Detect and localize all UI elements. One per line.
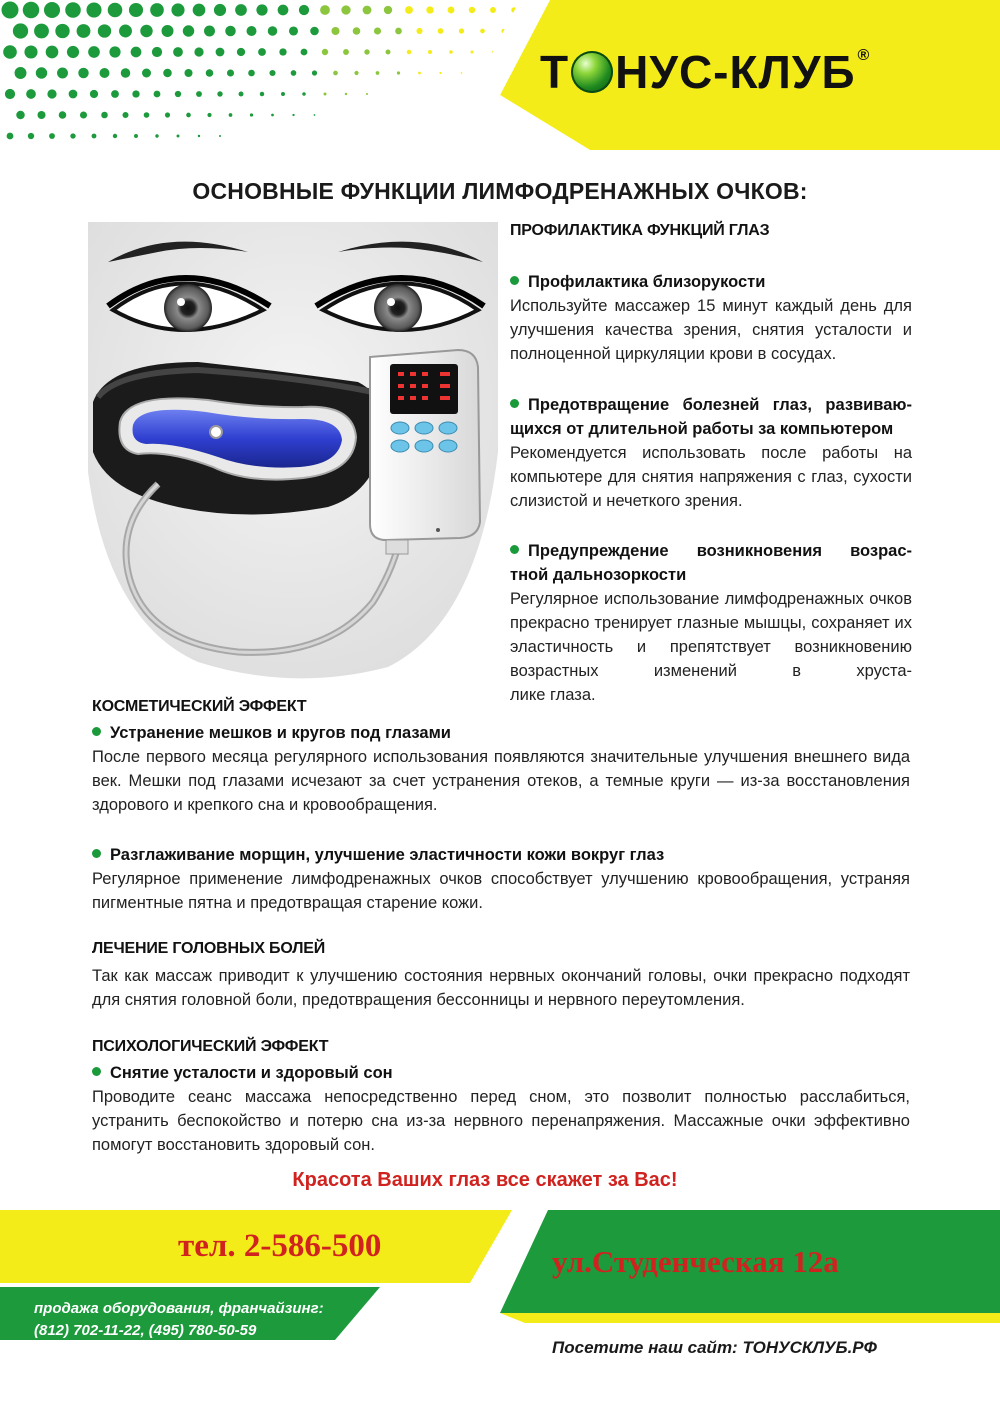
- halftone-dot: [155, 134, 158, 137]
- halftone-dot: [44, 2, 60, 18]
- halftone-dot: [184, 69, 192, 77]
- halftone-dot: [88, 46, 100, 58]
- halftone-dot: [183, 25, 194, 36]
- halftone-dot: [77, 24, 91, 38]
- sales-line-1: продажа оборудования, франчайзинг:: [34, 1300, 324, 1317]
- halftone-dot: [90, 90, 98, 98]
- halftone-dot: [98, 24, 111, 37]
- item-title-line2: щихся от длительной работы за компьютером: [510, 420, 894, 438]
- halftone-dot: [333, 71, 338, 76]
- halftone-dot: [171, 3, 184, 16]
- halftone-dot: [322, 49, 328, 55]
- slogan: Красота Ваших глаз все скажет за Вас!: [292, 1169, 678, 1191]
- halftone-dot: [92, 134, 97, 139]
- halftone-dot: [206, 69, 214, 77]
- halftone-dot: [55, 24, 69, 38]
- halftone-dot: [428, 50, 432, 54]
- cosmetic-item-1-title: [92, 721, 451, 745]
- halftone-dot: [121, 68, 130, 77]
- cosmetic-item-1-text: После первого месяца регулярного использования появляются значительные улучшения внешнего вида век. Мешки под глазами исчезают за счет устранения отеков, а темные круги — из-за восстановления здорового и крепкого сна и кровообращения.: [92, 748, 910, 814]
- halftone-dot: [384, 6, 392, 14]
- halftone-dot: [154, 91, 161, 98]
- brand-logo: [540, 44, 870, 100]
- halftone-dot: [49, 133, 55, 139]
- halftone-dot: [219, 135, 221, 137]
- halftone-dot: [239, 92, 244, 97]
- halftone-dot: [28, 133, 34, 139]
- halftone-dot: [299, 5, 309, 15]
- halftone-dot: [175, 91, 181, 97]
- halftone-dot: [26, 89, 36, 99]
- halftone-dot: [216, 48, 225, 57]
- psychological-heading: ПСИХОЛОГИЧЕСКИЙ ЭФФЕКТ: [92, 1038, 329, 1055]
- halftone-dot: [15, 67, 27, 79]
- halftone-dot: [312, 70, 317, 75]
- item-title-line1: Предотвращение болезней глаз, развиваю-: [528, 396, 912, 414]
- item-title-line2: тной дальнозоркости: [510, 566, 687, 584]
- halftone-dot: [196, 91, 202, 97]
- halftone-dot: [86, 2, 101, 17]
- halftone-dot: [140, 25, 152, 37]
- halftone-dot: [57, 68, 68, 79]
- halftone-dot: [354, 71, 358, 75]
- halftone-dot: [314, 114, 316, 116]
- halftone-dot: [363, 6, 372, 15]
- halftone-dot: [324, 93, 327, 96]
- halftone-dot: [227, 69, 234, 76]
- halftone-dot: [109, 46, 120, 57]
- item-title-text: Устранение мешков и кругов под глазами: [110, 724, 451, 742]
- halftone-dot: [225, 26, 235, 36]
- halftone-dot: [101, 112, 108, 119]
- halftone-dot: [207, 113, 211, 117]
- halftone-dot: [366, 93, 368, 95]
- halftone-dot: [186, 113, 191, 118]
- halftone-dot: [193, 4, 206, 17]
- prevention-item-2-text: Рекомендуется использовать после работы на компьютере для снятия напряжения с глаз, сухости слизистой и нечеткого зрения.: [510, 444, 912, 510]
- halftone-dot: [364, 49, 369, 54]
- halftone-dot: [248, 70, 255, 77]
- halftone-dot: [246, 26, 256, 36]
- halftone-dot: [426, 6, 433, 13]
- halftone-dot: [386, 50, 391, 55]
- halftone-dot: [301, 49, 308, 56]
- product-eye-massager-illustration: [88, 222, 498, 682]
- halftone-dot: [78, 68, 88, 78]
- halftone-dot: [142, 68, 151, 77]
- prevention-item-1-text: Используйте массажер 15 минут каждый день для улучшения качества зрения, снятия усталости и полноценной циркуляции крови в сосудах.: [510, 297, 912, 363]
- prevention-item-1-title: [510, 270, 765, 294]
- halftone-dot: [177, 135, 180, 138]
- halftone-dot: [24, 45, 37, 58]
- sales-contacts: [34, 1298, 324, 1342]
- halftone-dot: [289, 26, 298, 35]
- halftone-dot: [281, 92, 285, 96]
- halftone-dot: [407, 50, 411, 54]
- halftone-dot: [36, 67, 47, 78]
- halftone-dot: [34, 24, 49, 39]
- headache-heading: ЛЕЧЕНИЕ ГОЛОВНЫХ БОЛЕЙ: [92, 940, 325, 957]
- bullet-icon: [92, 849, 101, 858]
- halftone-dot: [237, 48, 245, 56]
- headache-text: Так как массаж приводит к улучшению состояния нервных окончаний головы, очки прекрасно подходят для снятия головной боли, предотвращения бессонницы и нервного переутомления.: [92, 967, 910, 1009]
- sales-line-2: (812) 702-11-22, (495) 780-50-59: [34, 1322, 257, 1339]
- halftone-dot: [345, 93, 347, 95]
- halftone-dot: [302, 92, 305, 95]
- halftone-dot: [292, 114, 294, 116]
- halftone-dot: [70, 133, 75, 138]
- bullet-icon: [92, 1067, 101, 1076]
- halftone-dot: [5, 89, 15, 99]
- halftone-dot: [291, 70, 297, 76]
- halftone-dot: [3, 45, 17, 59]
- psychological-item-title: [92, 1061, 393, 1085]
- halftone-dot: [204, 26, 215, 37]
- halftone-dot: [108, 3, 123, 18]
- halftone-dot: [418, 72, 421, 75]
- halftone-dot: [37, 111, 45, 119]
- prevention-item-2-title: [510, 393, 912, 441]
- halftone-dot: [397, 71, 400, 74]
- item-title-text: Снятие усталости и здоровый сон: [110, 1064, 393, 1082]
- halftone-dot: [217, 91, 222, 96]
- halftone-dot: [65, 2, 81, 18]
- psychological-text: Проводите сеанс массажа непосредственно перед сном, это позволит полностью расслабиться, устранить беспокойство и потерю сна из-за нервного перенапряжения. Массажные очки эффективно помогут восстановить здоровый сон.: [92, 1088, 910, 1154]
- halftone-dot: [214, 4, 226, 16]
- halftone-dot: [69, 90, 78, 99]
- halftone-dot: [23, 2, 40, 19]
- halftone-dot: [129, 3, 143, 17]
- halftone-dot: [13, 23, 28, 38]
- bullet-icon: [510, 545, 519, 554]
- halftone-dot: [165, 112, 170, 117]
- halftone-dot: [2, 2, 19, 19]
- halftone-dot: [374, 27, 381, 34]
- bullet-icon: [510, 399, 519, 408]
- halftone-dot: [46, 46, 59, 59]
- halftone-dot: [269, 70, 275, 76]
- halftone-dot: [7, 133, 14, 140]
- halftone-dot: [320, 5, 330, 15]
- halftone-dot: [341, 5, 350, 14]
- halftone-dot: [343, 49, 349, 55]
- halftone-dot: [119, 25, 132, 38]
- cosmetic-item-2-title: [92, 843, 664, 867]
- phone-number: тел. 2-586-500: [178, 1228, 382, 1264]
- halftone-dot: [152, 47, 162, 57]
- item-title-text: Профилактика близорукости: [528, 273, 766, 291]
- halftone-dot: [331, 27, 339, 35]
- item-title-line1: Предупреждение возникновения возрас-: [528, 542, 912, 560]
- bullet-icon: [92, 727, 101, 736]
- halftone-dot: [113, 134, 117, 138]
- halftone-dot: [194, 47, 203, 56]
- halftone-dot: [258, 48, 266, 56]
- halftone-dot: [198, 135, 200, 137]
- halftone-dot: [162, 25, 174, 37]
- halftone-dot: [376, 71, 380, 75]
- halftone-dot: [134, 134, 138, 138]
- page-title: ОСНОВНЫЕ ФУНКЦИИ ЛИМФОДРЕНАЖНЫХ ОЧКОВ:: [192, 178, 808, 204]
- halftone-dot: [229, 113, 233, 117]
- halftone-dot: [111, 90, 119, 98]
- halftone-dot: [16, 111, 25, 120]
- halftone-dot: [256, 4, 267, 15]
- cosmetic-heading: КОСМЕТИЧЕСКИЙ ЭФФЕКТ: [92, 698, 307, 715]
- halftone-dot: [235, 4, 247, 16]
- prevention-item-3-text-end: лике глаза.: [510, 686, 596, 704]
- halftone-dot: [310, 27, 319, 36]
- halftone-dot: [278, 5, 289, 16]
- halftone-dot: [250, 113, 253, 116]
- halftone-dot: [150, 3, 164, 17]
- bullet-icon: [510, 276, 519, 285]
- halftone-dot: [47, 89, 56, 98]
- halftone-dot: [144, 112, 150, 118]
- halftone-dot: [80, 111, 87, 118]
- registered-mark: ®: [857, 47, 871, 64]
- halftone-dot: [67, 46, 79, 58]
- prevention-heading: ПРОФИЛАКТИКА ФУНКЦИЙ ГЛАЗ: [510, 222, 770, 239]
- logo-ball-icon: [571, 51, 613, 93]
- halftone-dot: [132, 90, 139, 97]
- logo-letter: Т: [540, 46, 570, 98]
- halftone-dot: [131, 47, 142, 58]
- halftone-dot: [59, 111, 67, 119]
- halftone-dot: [353, 27, 361, 35]
- logo-text: НУС-КЛУБ: [615, 46, 856, 98]
- halftone-dot: [416, 28, 422, 34]
- halftone-dot: [279, 48, 286, 55]
- halftone-dot: [405, 6, 413, 14]
- halftone-dot: [173, 47, 183, 57]
- halftone-dot: [395, 28, 402, 35]
- halftone-dot: [122, 112, 128, 118]
- website-link[interactable]: Посетите наш сайт: ТОНУСКЛУБ.РФ: [552, 1338, 877, 1357]
- halftone-dot: [271, 114, 274, 117]
- halftone-dot: [163, 69, 172, 78]
- prevention-item-3-text: Регулярное использование лимфодренажных очков прекрасно тренирует глазные мышцы, сохраняет их эластичность и препятствует возникновению возрастных изменений в хруста-: [510, 590, 912, 680]
- halftone-dot: [100, 68, 110, 78]
- address: ул.Студенческая 12а: [552, 1244, 839, 1279]
- prevention-item-3-title: [510, 539, 912, 587]
- item-title-text: Разглаживание морщин, улучшение эластичности кожи вокруг глаз: [110, 846, 665, 864]
- halftone-dot: [260, 92, 264, 96]
- halftone-dot: [268, 26, 278, 36]
- cosmetic-item-2-text: Регулярное применение лимфодренажных очков способствует улучшению кровообращения, устраняя пигментные пятна и предотвращая старение кожи.: [92, 870, 910, 912]
